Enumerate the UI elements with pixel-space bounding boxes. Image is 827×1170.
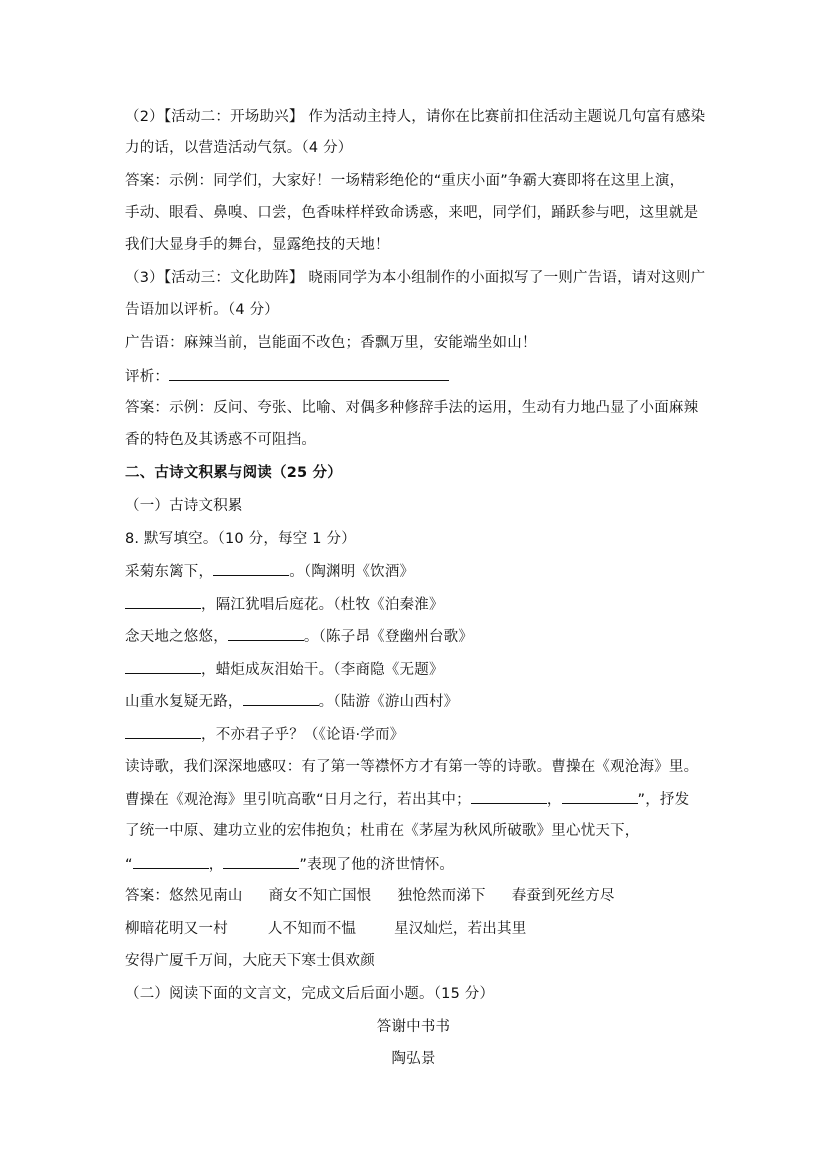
activity-three-answer-cont: 香的特色及其诱惑不可阻挡。 bbox=[125, 432, 317, 448]
fill-blank bbox=[125, 724, 201, 739]
passage-title: 答谢中书书 bbox=[376, 1019, 451, 1035]
poetry-reading-intro: 读诗歌，我们深深地感叹：有了第一等襟怀方才有第一等的诗歌。曹操在《观沧海》里。 bbox=[125, 759, 699, 775]
fill-blank bbox=[223, 854, 299, 869]
fill-line-6: ，不亦君子乎？（《论语·学而》 bbox=[125, 724, 404, 745]
comment-blank bbox=[169, 366, 449, 381]
activity-two-answer-cont: 手动、眼看、鼻嗅、口尝，色香味样样致命诱惑，来吧，同学们，踊跃参与吧，这里就是 bbox=[125, 205, 699, 221]
fill-blank bbox=[471, 789, 547, 804]
poetry-reading-line: “ ， ”表现了他的济世情怀。 bbox=[125, 854, 454, 875]
passage-author: 陶弘景 bbox=[391, 1051, 436, 1067]
fill-blank bbox=[213, 561, 289, 576]
activity-two-answer: 答案：示例：同学们，大家好！一场精彩绝伦的“重庆小面”争霸大赛即将在这里上演， bbox=[125, 173, 685, 189]
section-two-heading: 二、古诗文积累与阅读（25 分） bbox=[125, 465, 342, 481]
answers-line-1: 答案：悠然见南山 商女不知亡国恨 独怆然而涕下 春蚕到死丝方尽 bbox=[125, 888, 615, 904]
fill-blank bbox=[125, 594, 201, 609]
fill-line-5: 山重水复疑无路， 。（陆游《游山西村》 bbox=[125, 691, 458, 712]
slogan-text: 广告语：麻辣当前，岂能面不改色；香飘万里，安能端坐如山！ bbox=[125, 335, 537, 351]
fill-blank bbox=[133, 854, 209, 869]
activity-two-question-cont: 力的话，以营造活动气氛。（4 分） bbox=[125, 140, 353, 156]
answers-line-3: 安得广厦千万间，大庇天下寒士俱欢颜 bbox=[125, 953, 375, 969]
answers-line-2: 柳暗花明又一村 人不知而不愠 星汉灿烂，若出其里 bbox=[125, 921, 527, 937]
subsection-heading: （一）古诗文积累 bbox=[125, 498, 243, 514]
fill-line-2: ，隔江犹唱后庭花。（杜牧《泊秦淮》 bbox=[125, 594, 444, 615]
fill-line-4: ，蜡炬成灰泪始干。（李商隐《无题》 bbox=[125, 659, 444, 680]
activity-two-question: （2）【活动二：开场助兴】 作为活动主持人，请你在比赛前扣住活动主题说几句富有感染 bbox=[125, 109, 706, 125]
activity-three-question-cont: 告语加以评析。（4 分） bbox=[125, 302, 279, 318]
poetry-reading-line: 曹操在《观沧海》里引吭高歌“日月之行，若出其中； ， ”，抒发 bbox=[125, 789, 689, 810]
poetry-reading-line: 了统一中原、建功立业的宏伟抱负；杜甫在《茅屋为秋风所破歌》里心忧天下， bbox=[125, 823, 640, 839]
fill-line-1: 采菊东篱下， 。（陶渊明《饮酒》 bbox=[125, 561, 414, 582]
comment-line bbox=[125, 366, 449, 387]
activity-two-answer-cont: 我们大显身手的舞台，显露绝技的天地！ bbox=[125, 237, 390, 253]
fill-line-3: 念天地之悠悠， 。（陈子昂《登幽州台歌》 bbox=[125, 626, 473, 647]
comment-label: 评析： bbox=[125, 369, 170, 385]
fill-blank bbox=[243, 691, 319, 706]
fill-blank bbox=[562, 789, 638, 804]
question-8-heading: 8. 默写填空。（10 分，每空 1 分） bbox=[125, 531, 356, 547]
classical-reading-heading: （二）阅读下面的文言文，完成文后后面小题。（15 分） bbox=[125, 986, 495, 1002]
activity-three-answer: 答案：示例：反问、夸张、比喻、对偶多种修辞手法的运用，生动有力地凸显了小面麻辣 bbox=[125, 400, 699, 416]
fill-blank bbox=[228, 626, 304, 641]
fill-blank bbox=[125, 659, 201, 674]
activity-three-question: （3）【活动三：文化助阵】 晓雨同学为本小组制作的小面拟写了一则广告语，请对这则广 bbox=[125, 270, 706, 286]
